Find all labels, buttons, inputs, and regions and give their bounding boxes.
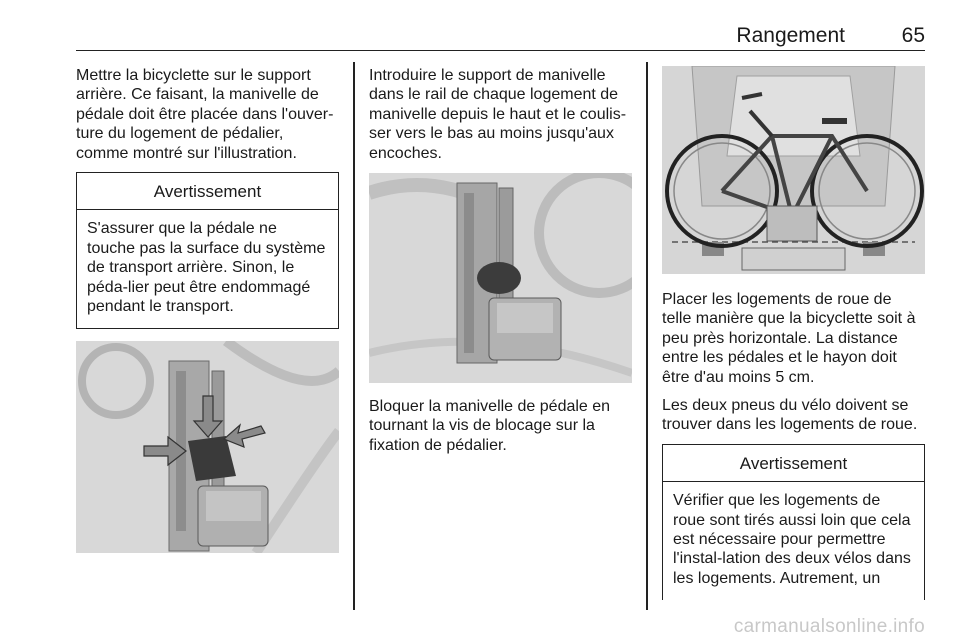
column-1	[76, 66, 339, 553]
page-number: 65	[901, 24, 925, 47]
page-header	[76, 18, 925, 51]
warning-text: S'assurer que la pédale ne touche pas la surface du système de transport arrière. Sinon, le péda-lier peut être endommagé pendant le transport.	[87, 220, 326, 316]
bicycle-carrier-illustration	[662, 66, 925, 274]
column-divider	[353, 62, 355, 610]
warning-text: Vérifier que les logements de roue sont tirés aussi loin que cela est nécessaire pour permettre l'instal-lation des deux vélos dans les logements. Autrement, un	[673, 492, 911, 587]
section-title: Rangement	[736, 24, 845, 47]
watermark-text: carmanualsonline.info	[733, 616, 925, 637]
pedal-crank-figure	[76, 341, 339, 553]
instruction-paragraph: Mettre la bicyclette sur le support arrière. Ce faisant, la manivelle de pédale doit être placée dans l'ouver-ture du logement de pédalier, comme montré sur l'illustration.	[76, 67, 334, 162]
warning-box	[662, 444, 925, 600]
column-divider	[646, 62, 648, 610]
pedal-crank-illustration	[76, 341, 339, 553]
instruction-paragraph: Placer les logements de roue de telle manière que la bicyclette soit à peu près horizontale. La distance entre les pédales et le hayon doit être d'au moins 5 cm.	[662, 291, 916, 386]
warning-title: Avertissement	[77, 173, 338, 210]
crank-lock-figure	[369, 173, 632, 383]
warning-box	[76, 172, 339, 329]
column-3	[662, 66, 925, 600]
instruction-paragraph: Introduire le support de manivelle dans le rail de chaque logement de manivelle depuis le haut et le coulis-ser vers le bas au moins jusqu'aux encoches.	[369, 67, 627, 162]
crank-lock-illustration	[369, 173, 632, 383]
warning-title: Avertissement	[663, 445, 924, 482]
bicycle-carrier-figure	[662, 66, 925, 274]
instruction-paragraph: Bloquer la manivelle de pédale en tournant la vis de blocage sur la fixation de pédalier.	[369, 398, 611, 454]
instruction-paragraph: Les deux pneus du vélo doivent se trouver dans les logements de roue.	[662, 397, 918, 434]
column-2	[369, 66, 632, 464]
